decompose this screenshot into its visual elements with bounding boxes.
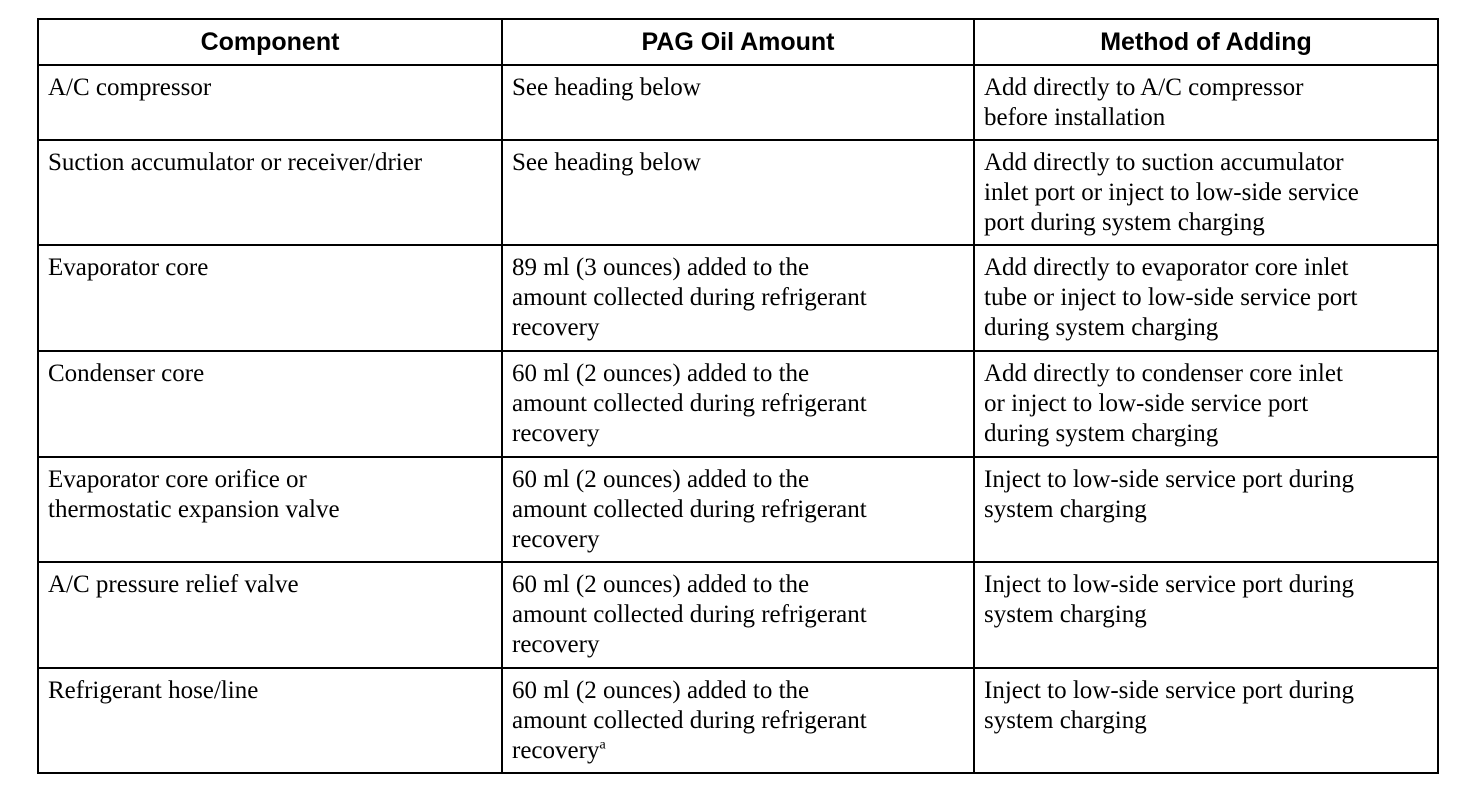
header-pag-oil-amount: PAG Oil Amount <box>502 19 974 65</box>
table-row <box>38 351 1438 457</box>
pag-oil-table <box>37 18 1439 774</box>
method-cell: Add directly to condenser core inlet or inject to low-side service port during system charging <box>974 351 1438 457</box>
component-cell: Evaporator core <box>38 245 502 351</box>
amount-text: 60 ml (2 ounces) added to the amount collected during refrigerant recovery <box>512 677 867 764</box>
method-cell: Add directly to A/C compressor before installation <box>974 65 1438 140</box>
amount-cell: 60 ml (2 ounces) added to the amount collected during refrigerant recovery <box>502 457 974 562</box>
component-cell: Evaporator core orifice or thermostatic expansion valve <box>38 457 502 562</box>
component-cell: Refrigerant hose/line <box>38 668 502 773</box>
amount-cell: 60 ml (2 ounces) added to the amount collected during refrigerant recovery <box>502 351 974 457</box>
header-method-of-adding: Method of Adding <box>974 19 1438 65</box>
amount-cell: See heading below <box>502 140 974 245</box>
method-cell: Add directly to evaporator core inlet tube or inject to low-side service port during system charging <box>974 245 1438 351</box>
amount-cell: 60 ml (2 ounces) added to the amount collected during refrigerant recovery <box>502 562 974 668</box>
table-row <box>38 562 1438 668</box>
table-row <box>38 668 1438 773</box>
component-cell: Suction accumulator or receiver/drier <box>38 140 502 245</box>
footnote-marker: a <box>599 737 606 753</box>
component-cell: A/C pressure relief valve <box>38 562 502 668</box>
method-cell: Add directly to suction accumulator inlet port or inject to low-side service port during system charging <box>974 140 1438 245</box>
amount-cell <box>502 668 974 773</box>
method-cell: Inject to low-side service port during system charging <box>974 668 1438 773</box>
table-row <box>38 65 1438 140</box>
table-header-row <box>38 19 1438 65</box>
table-row <box>38 457 1438 562</box>
table-row <box>38 140 1438 245</box>
header-component: Component <box>38 19 502 65</box>
amount-cell: 89 ml (3 ounces) added to the amount collected during refrigerant recovery <box>502 245 974 351</box>
component-cell: A/C compressor <box>38 65 502 140</box>
table-row <box>38 245 1438 351</box>
method-cell: Inject to low-side service port during system charging <box>974 562 1438 668</box>
component-cell: Condenser core <box>38 351 502 457</box>
method-cell: Inject to low-side service port during system charging <box>974 457 1438 562</box>
amount-cell: See heading below <box>502 65 974 140</box>
